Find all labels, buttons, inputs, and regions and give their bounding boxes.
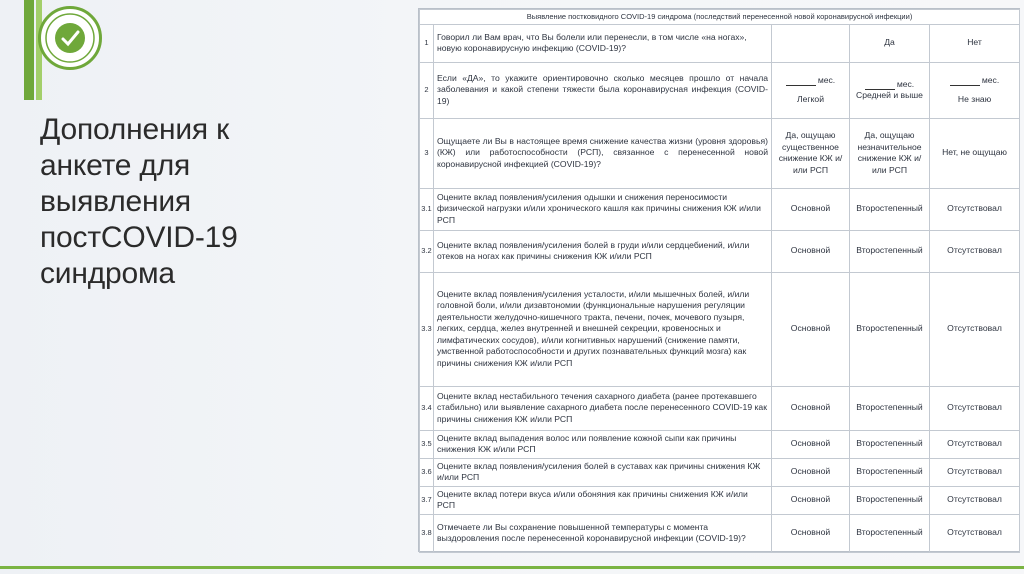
option-c[interactable]: Отсутствовал <box>930 514 1020 552</box>
table-row <box>420 486 1020 514</box>
question-text: Оцените вклад появления/усиления усталости, и/или мышечных болей, и/или головной боли, и/или дизавтономии (функциональные нарушения регуляции деятельности желудочно-кишечного тракта, печени, почек, мочевого пузыря, легких, сердца, желез внутренней и внешней секреции, кровеносных и лимфатических сосудов), и/или когнитивных нарушений (снижение памяти, умственной работоспособности и других познавательных функций мозга) как причины снижения КЖ и/или РСП <box>434 272 772 386</box>
option-c[interactable]: Отсутствовал <box>930 486 1020 514</box>
question-text: Говорил ли Вам врач, что Вы болели или перенесли, в том числе «на ногах», новую коронавирусную инфекцию (COVID-19)? <box>434 24 772 62</box>
row-number: 3.2 <box>420 230 434 272</box>
table-row <box>420 430 1020 458</box>
option-a[interactable]: Основной <box>772 430 850 458</box>
table-row <box>420 386 1020 430</box>
slide-title <box>40 112 370 292</box>
option-c[interactable]: Отсутствовал <box>930 430 1020 458</box>
option-c[interactable]: Нет, не ощущаю <box>930 118 1020 188</box>
table-row <box>420 514 1020 552</box>
option-label: Легкой <box>797 94 824 104</box>
option-a[interactable]: Основной <box>772 386 850 430</box>
row-number: 1 <box>420 24 434 62</box>
months-unit: мес. <box>817 74 836 85</box>
title-line: Дополнения к <box>40 113 229 146</box>
months-unit: мес. <box>981 74 1000 85</box>
question-text: Оцените вклад появления/усиления болей в груди и/или сердцебиений, и/или отеков на ногах как причины снижения КЖ и/или РСП <box>434 230 772 272</box>
table-row <box>420 230 1020 272</box>
title-line: выявления <box>40 185 191 218</box>
row-number: 3.4 <box>420 386 434 430</box>
table-row <box>420 458 1020 486</box>
row-number: 2 <box>420 62 434 118</box>
option-b[interactable] <box>850 62 930 118</box>
option-c[interactable]: Отсутствовал <box>930 230 1020 272</box>
option-c[interactable]: Нет <box>930 24 1020 62</box>
option-b[interactable]: Второстепенный <box>850 386 930 430</box>
question-text: Оцените вклад выпадения волос или появление кожной сыпи как причины снижения КЖ и/или РСП <box>434 430 772 458</box>
option-b[interactable]: Второстепенный <box>850 230 930 272</box>
months-unit: мес. Средней и выше <box>856 78 923 100</box>
title-line: анкете для <box>40 149 191 182</box>
option-b[interactable]: Второстепенный <box>850 430 930 458</box>
option-a[interactable]: Основной <box>772 514 850 552</box>
question-text: Отмечаете ли Вы сохранение повышенной температуры с момента выздоровления после перенесенной коронавирусной инфекции (COVID-19)? <box>434 514 772 552</box>
row-number: 3.3 <box>420 272 434 386</box>
option-a[interactable] <box>772 62 850 118</box>
title-line: постCOVID-19 <box>40 221 238 254</box>
option-b[interactable]: Второстепенный <box>850 272 930 386</box>
question-text: Оцените вклад нестабильного течения сахарного диабета (ранее протекавшего стабильно) или выявление сахарного диабета после перенесенного COVID-19 как причины снижения КЖ и/или РСП <box>434 386 772 430</box>
questionnaire-table <box>418 8 1020 552</box>
option-b[interactable]: Второстепенный <box>850 514 930 552</box>
option-b[interactable]: Второстепенный <box>850 188 930 230</box>
logo-icon <box>38 6 102 70</box>
question-text: Оцените вклад потери вкуса и/или обоняния как причины снижения КЖ и/или РСП <box>434 486 772 514</box>
option-c[interactable]: Отсутствовал <box>930 386 1020 430</box>
option-c[interactable]: Отсутствовал <box>930 272 1020 386</box>
table-header: Выявление постковидного COVID-19 синдрома (последствий перенесенной новой коронавирусной инфекции) <box>420 10 1020 25</box>
bottom-accent-line <box>0 566 1024 569</box>
option-b[interactable]: Второстепенный <box>850 486 930 514</box>
row-number: 3.8 <box>420 514 434 552</box>
row-number: 3.5 <box>420 430 434 458</box>
option-b[interactable]: Да <box>850 24 930 62</box>
table-row <box>420 24 1020 62</box>
question-text: Оцените вклад появления/усиления одышки и снижения переносимости физической нагрузки и/или хронического кашля как причины снижения КЖ и/или РСП <box>434 188 772 230</box>
question-text: Оцените вклад появления/усиления болей в суставах как причины снижения КЖ и/или РСП <box>434 458 772 486</box>
option-c[interactable] <box>930 62 1020 118</box>
option-a[interactable]: Основной <box>772 486 850 514</box>
option-c[interactable]: Отсутствовал <box>930 188 1020 230</box>
row-number: 3 <box>420 118 434 188</box>
row-number: 3.6 <box>420 458 434 486</box>
option-a[interactable]: Основной <box>772 230 850 272</box>
option-b[interactable]: Да, ощущаю незначительное снижение КЖ и/или РСП <box>850 118 930 188</box>
table-row <box>420 118 1020 188</box>
option-a[interactable]: Основной <box>772 458 850 486</box>
option-a[interactable]: Основной <box>772 188 850 230</box>
question-text: Если «ДА», то укажите ориентировочно сколько месяцев прошло от начала заболевания и какой степени тяжести была коронавирусная инфекция (COVID-19) <box>434 62 772 118</box>
option-a[interactable]: Да, ощущаю существенное снижение КЖ и/или РСП <box>772 118 850 188</box>
option-label: Не знаю <box>957 94 992 104</box>
row-number: 3.1 <box>420 188 434 230</box>
option-a[interactable]: Основной <box>772 272 850 386</box>
table-row <box>420 62 1020 118</box>
table-row <box>420 188 1020 230</box>
row-number: 3.7 <box>420 486 434 514</box>
green-accent-bar <box>24 0 34 100</box>
option-b[interactable]: Второстепенный <box>850 458 930 486</box>
title-line: синдрома <box>40 257 175 290</box>
option-a[interactable] <box>772 24 850 62</box>
question-text: Ощущаете ли Вы в настоящее время снижение качества жизни (уровня здоровья) (КЖ) или работоспособности (РСП), связанное с перенесенной новой коронавирусной инфекцией (COVID-19)? <box>434 118 772 188</box>
option-c[interactable]: Отсутствовал <box>930 458 1020 486</box>
table-row <box>420 272 1020 386</box>
